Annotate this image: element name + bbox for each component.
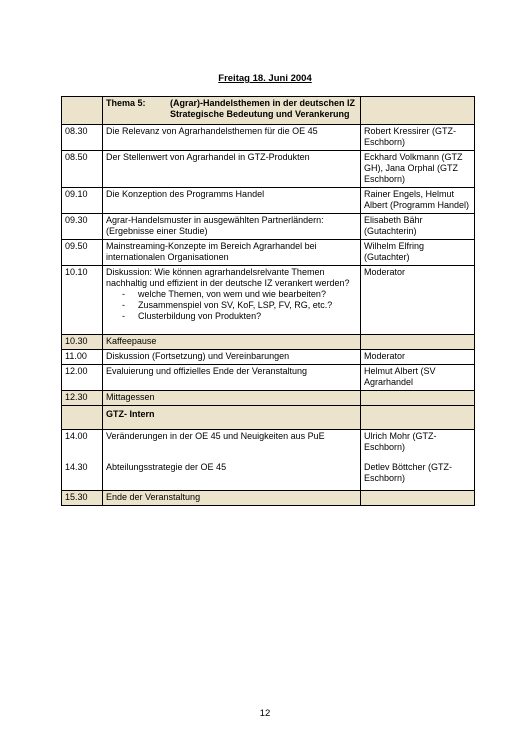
thema-time-cell [62,97,103,125]
table-row [62,214,475,240]
speaker-cell [361,335,475,350]
topic-cell: Die Relevanz von Agrarhandelsthemen für die OE 45 [103,125,361,151]
time-cell: 09.30 [62,214,103,240]
time-value: 14.30 [65,462,88,472]
list-item: - Zusammenspiel von SV, KoF, LSP, FV, RG, etc.? [122,300,357,311]
page-number: 12 [259,708,271,719]
topic-value: Abteilungsstrategie der OE 45 [106,462,227,472]
time-cell: 10.30 [62,335,103,350]
discussion-question: Diskussion: Wie können agrarhandelsrelvante Themen nachhaltig und effizient in der deutsche IZ verankert werden? [106,267,350,288]
topic-value: Veränderungen in der OE 45 und Neuigkeiten aus PuE [106,431,325,441]
topic-cell [103,266,361,335]
time-cell: 09.10 [62,188,103,214]
table-row [62,266,475,335]
time-cell [62,406,103,430]
speaker-cell [361,430,475,491]
time-cell: 08.30 [62,125,103,151]
speaker-cell: Helmut Albert (SV Agrarhandel [361,365,475,391]
gtz-intern-header: GTZ- Intern [103,406,361,430]
thema-title-cell [103,97,361,125]
topic-cell: Agrar-Handelsmuster in ausgewählten Partnerländern: (Ergebnisse einer Studie) [103,214,361,240]
speaker-value: Ulrich Mohr (GTZ-Eschborn) [364,431,437,452]
speaker-cell: Robert Kressirer (GTZ-Eschborn) [361,125,475,151]
time-cell: 11.00 [62,350,103,365]
topic-cell [103,430,361,491]
speaker-cell: Eckhard Volkmann (GTZ GH), Jana Orphal (GTZ Eschborn) [361,151,475,188]
topic-cell: Evaluierung und offizielles Ende der Veranstaltung [103,365,361,391]
topic-cell: Die Konzeption des Programms Handel [103,188,361,214]
thema-speaker-cell [361,97,475,125]
end-row [62,491,475,506]
speaker-cell: Rainer Engels, Helmut Albert (Programm Handel) [361,188,475,214]
topic-cell: Ende der Veranstaltung [103,491,361,506]
speaker-cell: Moderator [361,266,475,335]
thema-title-line1: (Agrar)-Handelsthemen in der deutschen IZ [170,98,356,108]
topic-cell: Diskussion (Fortsetzung) und Vereinbarungen [103,350,361,365]
topic-cell: Kaffeepause [103,335,361,350]
time-cell: 09.50 [62,240,103,266]
list-item: - welche Themen, von wem und wie bearbeiten? [122,289,357,300]
speaker-cell [361,391,475,406]
speaker-cell [361,491,475,506]
speaker-cell: Elisabeth Bähr (Gutachterin) [361,214,475,240]
topic-cell: Mittagessen [103,391,361,406]
lunch-row [62,391,475,406]
schedule-table [61,96,475,506]
gtz-intern-header-row [62,406,475,430]
time-cell [62,430,103,491]
time-cell: 08.50 [62,151,103,188]
thema-title-line2: Strategische Bedeutung und Verankerung [170,109,350,119]
table-row [62,188,475,214]
table-row [62,365,475,391]
table-row [62,350,475,365]
speaker-cell [361,406,475,430]
thema-header-row [62,97,475,125]
discussion-bullet-list [106,289,357,322]
time-cell: 12.00 [62,365,103,391]
list-item: - Clusterbildung von Produkten? [122,311,357,322]
time-value: 14.00 [65,431,88,441]
topic-cell: Der Stellenwert von Agrarhandel in GTZ-Produkten [103,151,361,188]
time-cell: 15.30 [62,491,103,506]
page-title: Freitag 18. Juni 2004 [218,73,312,84]
gtz-intern-row [62,430,475,491]
break-row [62,335,475,350]
table-row [62,240,475,266]
speaker-cell: Wilhelm Elfring (Gutachter) [361,240,475,266]
table-row [62,125,475,151]
time-cell: 12.30 [62,391,103,406]
topic-cell: Mainstreaming-Konzepte im Bereich Agrarhandel bei internationalen Organisationen [103,240,361,266]
speaker-cell: Moderator [361,350,475,365]
table-row [62,151,475,188]
time-cell: 10.10 [62,266,103,335]
speaker-value: Detlev Böttcher (GTZ-Eschborn) [364,462,453,483]
thema-label: Thema 5: [106,98,146,108]
